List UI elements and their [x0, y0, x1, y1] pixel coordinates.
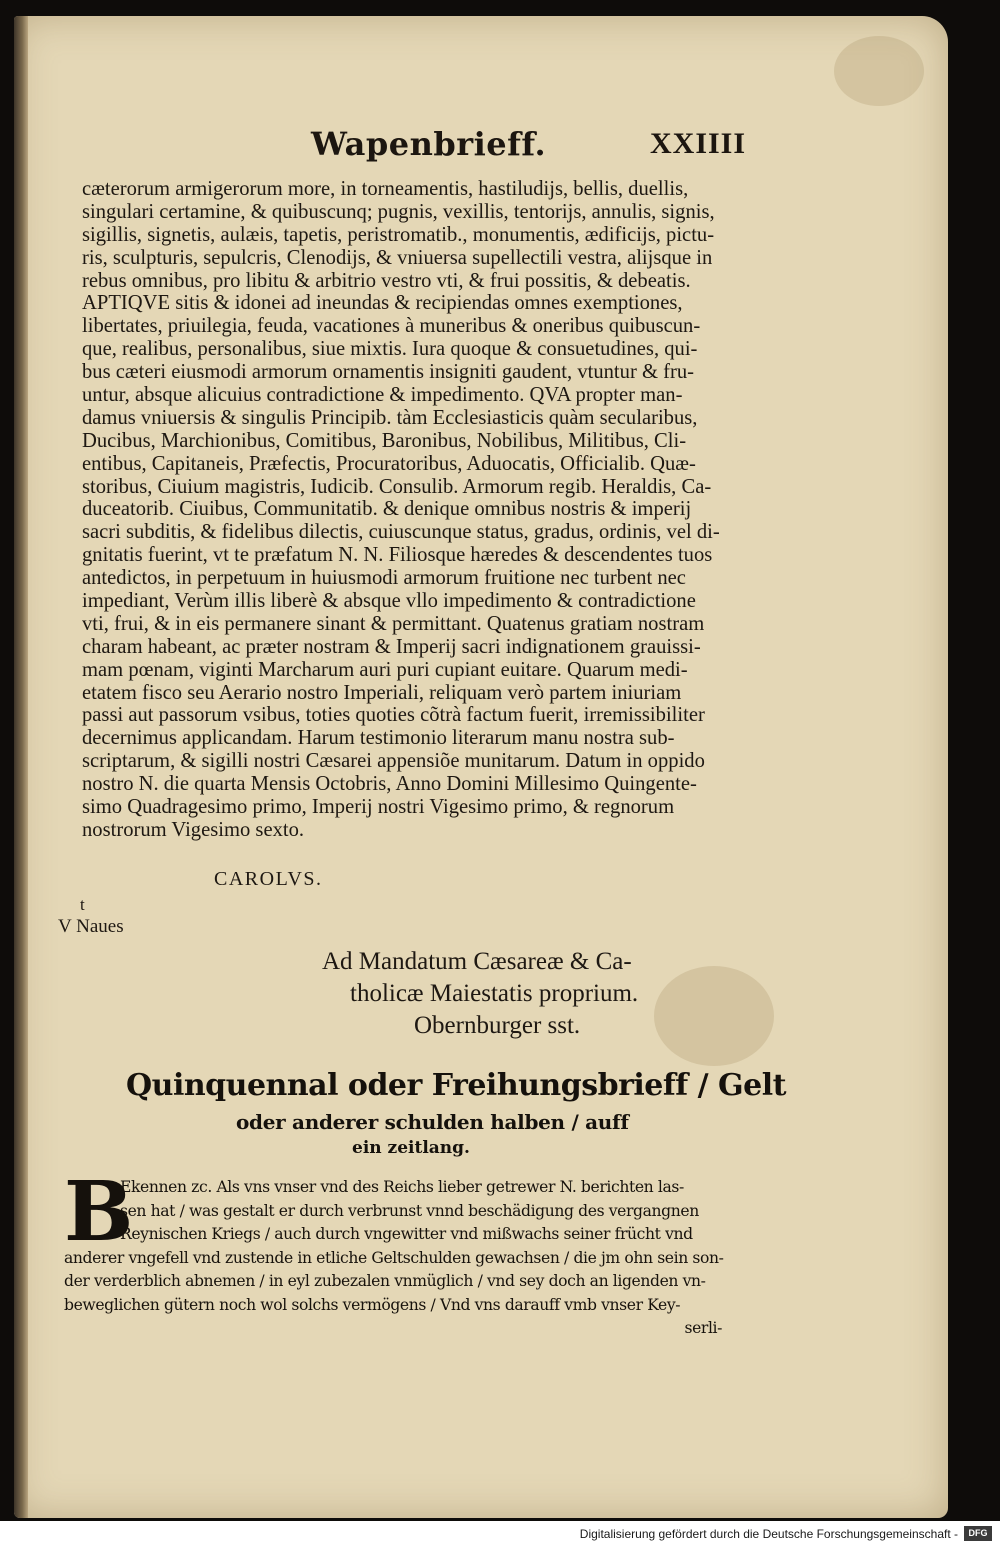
text-line: scriptarum, & sigilli nostri Cæsarei appensiõe munitarum. Datum in oppido: [82, 750, 705, 773]
text-line: rebus omnibus, pro libitu & arbitrio vestro vti, & frui possitis, & debeatis.: [82, 269, 691, 292]
running-head: Wapenbrieff.: [311, 125, 547, 163]
book-page: [14, 16, 948, 1518]
text-line: duceatorib. Ciuibus, Communitatib. & denique omnibus nostris & imperij: [82, 498, 692, 521]
text-line: singulari certamine, & quibuscunq; pugnis, vexillis, tentorijs, annulis, signis,: [82, 200, 715, 223]
text-line: damus vniuersis & singulis Principib. tàm Ecclesiasticis quàm secularibus,: [82, 406, 698, 429]
marginal-name: V Naues: [58, 916, 124, 937]
book-spine: [14, 16, 28, 1518]
catchword: serli-: [684, 1319, 722, 1337]
text-line: storibus, Ciuium magistris, Iudicib. Consulib. Armorum regib. Heraldis, Ca-: [82, 475, 712, 498]
text-line: Ducibus, Marchionibus, Comitibus, Baronibus, Nobilibus, Militibus, Cli-: [82, 429, 687, 452]
text-line: que, realibus, personalibus, siue mixtis. Iura quoque & consuetudines, qui-: [82, 338, 698, 361]
text-line: entibus, Capitaneis, Præfectis, Procuratoribus, Aduocatis, Officialib. Quæ-: [82, 452, 696, 475]
text-line: untur, absque alicuius contradictione & impedimento. QVA propter man-: [82, 384, 683, 407]
heading-line: ein zeitlang.: [352, 1138, 470, 1158]
text-line: gnitatis fuerint, vt te præfatum N. N. Filiosque hæredes & descendentes tuos: [82, 544, 713, 567]
mandate-line: tholicæ Maiestatis proprium.: [350, 980, 639, 1007]
text-line: ris, sculpturis, sepulcris, Clenodijs, & vniuersa supellectili vestra, alijsque in: [82, 246, 713, 269]
text-line: cæterorum armigerorum more, in torneamentis, hastiludijs, bellis, duellis,: [82, 178, 689, 200]
heading-line: oder anderer schulden halben / auff: [236, 1110, 629, 1134]
text-line: anderer vngefell vnd zustende in etliche Geltschulden gewachsen / die jm ohn sein son-: [64, 1248, 724, 1267]
text-line: Reynischen Kriegs / auch durch vngewitter vnd mißwachs seiner frücht vnd: [120, 1225, 693, 1243]
text-line: nostrorum Vigesimo sexto.: [82, 818, 305, 841]
text-line: impediant, Verùm illis liberè & absque vllo impedimento & contradictione: [82, 590, 696, 613]
footer-bar: [0, 1521, 1000, 1547]
latin-text-block: [82, 178, 782, 842]
text-line: mam pœnam, viginti Marcharum auri puri cupiant euitare. Quarum medi-: [82, 658, 688, 681]
text-line: antedictos, in perpetuum in huiusmodi armorum fruitione nec turbent nec: [82, 567, 686, 590]
paper-stain: [654, 966, 774, 1066]
signature: CAROLVS.: [214, 868, 323, 890]
text-line: passi aut passorum vsibus, toties quoties cõtrà factum fuerit, irremissibiliter: [82, 704, 705, 727]
text-line: Ekennen zc. Als vns vnser vnd des Reichs lieber getrewer N. berichten las-: [120, 1178, 684, 1196]
text-line: vti, frui, & in eis permanere sinant & permittant. Quatenus gratiam nostram: [82, 612, 705, 635]
text-line: bus cæteri eiusmodi armorum ornamentis insigniti gaudent, vtuntur & fru-: [82, 361, 694, 384]
text-line: sacri subditis, & fidelibus dilectis, cuiuscunque status, gradus, ordinis, vel di-: [82, 521, 720, 544]
text-line: libertates, priuilegia, feuda, vacationes à muneribus & oneribus quibuscun-: [82, 315, 701, 338]
text-line: decernimus applicandam. Harum testimonio literarum manu nostra sub-: [82, 727, 675, 750]
marginal-mark: t: [80, 895, 85, 914]
folio-number: XXIIII: [650, 127, 747, 160]
text-line: etatem fisco seu Aerario nostro Imperiali, reliquam verò partem iniuriam: [82, 681, 682, 704]
paper-stain: [834, 36, 924, 106]
mandate-line: Obernburger sst.: [414, 1012, 581, 1039]
heading-line: Quinquennal oder Freihungsbrieff / Gelt: [126, 1068, 786, 1103]
text-line: sigillis, signetis, aulæis, tapetis, peristromatib., monumentis, ædificijs, pictu-: [82, 223, 715, 246]
text-line: beweglichen gütern noch wol solchs vermögens / Vnd vns darauff vmb vnser Key-: [64, 1295, 681, 1314]
german-text-block: [64, 1176, 744, 1341]
text-line: sen hat / was gestalt er durch verbrunst vnnd beschädigung des vergangnen: [120, 1201, 699, 1220]
footer-credit: Digitalisierung gefördert durch die Deutsche Forschungsgemeinschaft -: [579, 1527, 958, 1541]
drop-capital: B: [64, 1164, 134, 1260]
mandate-line: Ad Mandatum Cæsareæ & Ca-: [322, 948, 632, 975]
text-line: charam habeant, ac præter nostram & Imperij sacri indignationem grauissi-: [82, 635, 701, 658]
text-line: der verderblich abnemen / in eyl zubezalen vnmüglich / vnd sey doch an ligenden vn-: [64, 1272, 706, 1290]
text-line: APTIQVE sitis & idonei ad ineundas & recipiendas omnes exemptiones,: [82, 292, 683, 315]
page-header: [14, 121, 948, 171]
text-line: nostro N. die quarta Mensis Octobris, Anno Domini Millesimo Quingente-: [82, 773, 697, 796]
text-line: simo Quadragesimo primo, Imperij nostri Vigesimo primo, & regnorum: [82, 796, 675, 819]
dfg-logo: DFG: [964, 1526, 992, 1541]
